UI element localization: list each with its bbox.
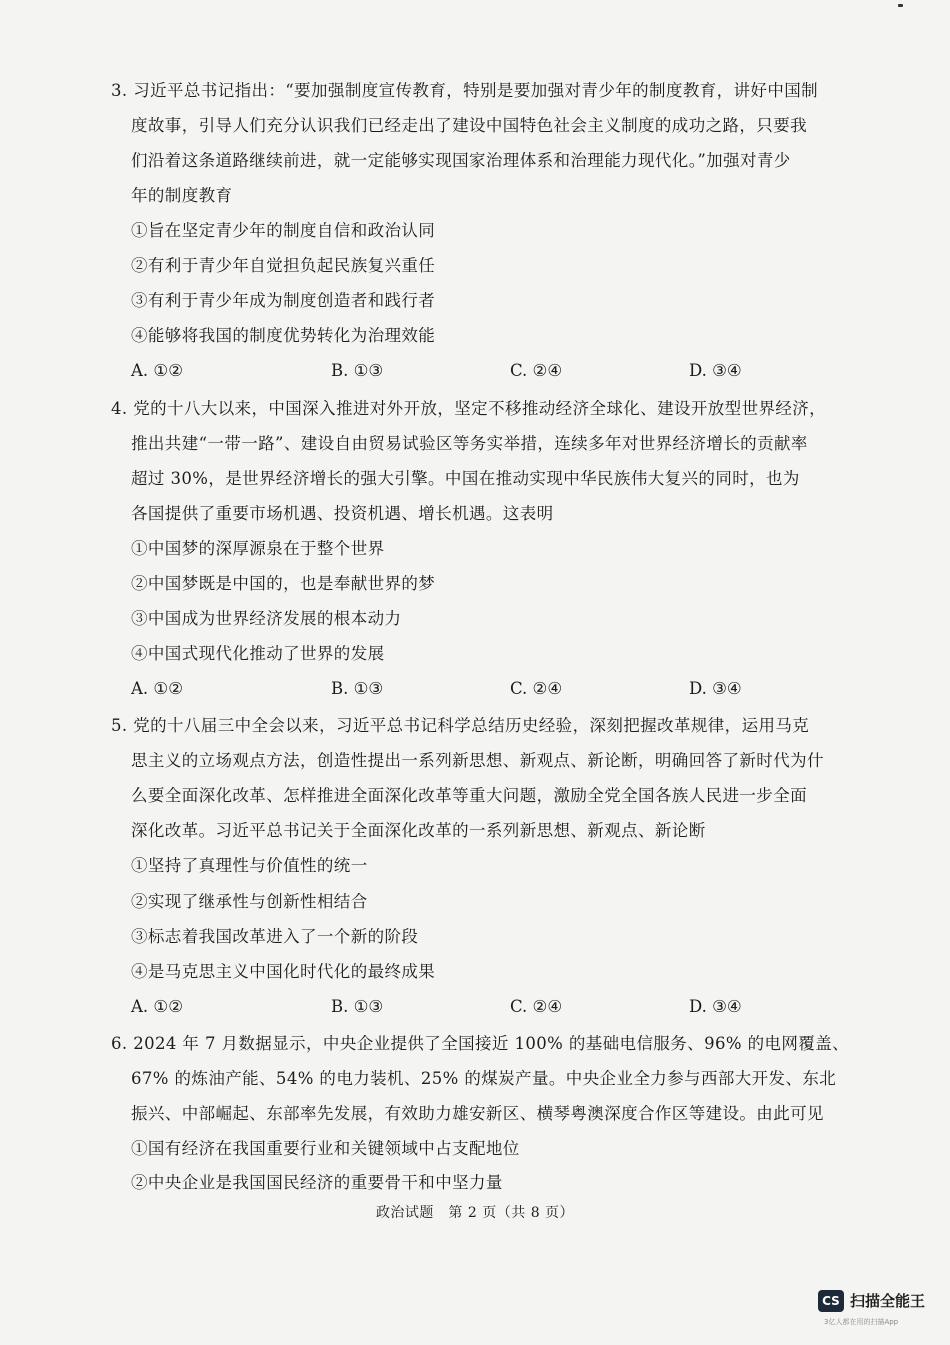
- scanner-name: 扫描全能王: [850, 1292, 926, 1310]
- question-3-option-d: D. ③④: [689, 361, 742, 380]
- question-5-stem-line-3: 么要全面深化改革、怎样推进全面深化改革等重大问题，激励全党全国各族人民进一步全面: [131, 786, 807, 805]
- question-3-stem-line-4: 年的制度教育: [131, 186, 233, 205]
- question-5-statement-1: ①坚持了真理性与价值性的统一: [131, 856, 368, 875]
- question-5-stem-line-1: 5. 党的十八届三中全会以来，习近平总书记科学总结历史经验，深刻把握改革规律，运用马克: [111, 716, 810, 735]
- question-3-statement-3: ③有利于青少年成为制度创造者和践行者: [131, 291, 436, 310]
- question-5-option-c: C. ②④: [510, 997, 563, 1016]
- question-5-option-d: D. ③④: [689, 997, 742, 1016]
- question-5-stem-line-4: 深化改革。习近平总书记关于全面深化改革的一系列新思想、新观点、新论断: [131, 821, 706, 840]
- question-3-options: [131, 360, 851, 382]
- question-4-stem-line-3: 超过 30%，是世界经济增长的强大引擎。中国在推动实现中华民族伟大复兴的同时，也为: [131, 469, 800, 488]
- question-6-statement-2: ②中央企业是我国国民经济的重要骨干和中坚力量: [131, 1173, 503, 1192]
- question-6-stem-line-3: 振兴、中部崛起、东部率先发展，有效助力雄安新区、横琴粤澳深度合作区等建设。由此可见: [131, 1104, 824, 1123]
- question-6-stem-line-1: 6. 2024 年 7 月数据显示，中央企业提供了全国接近 100% 的基础电信服务、96% 的电网覆盖、: [111, 1034, 849, 1053]
- scanner-tagline: 3亿人都在用的扫描App: [824, 1318, 899, 1326]
- question-3-statement-1: ①旨在坚定青少年的制度自信和政治认同: [131, 221, 436, 240]
- page-footer: 政治试题 第 2 页（共 8 页）: [375, 1205, 575, 1221]
- question-4-statement-1: ①中国梦的深厚源泉在于整个世界: [131, 539, 385, 558]
- question-6-statement-1: ①国有经济在我国重要行业和关键领域中占支配地位: [131, 1139, 520, 1158]
- question-5-option-a: A. ①②: [131, 997, 183, 1016]
- question-5-stem-line-2: 思主义的立场观点方法，创造性提出一系列新思想、新观点、新论断，明确回答了新时代为什: [131, 751, 824, 770]
- question-5-statement-2: ②实现了继承性与创新性相结合: [131, 892, 368, 911]
- question-6-stem-line-2: 67% 的炼油产能、54% 的电力装机、25% 的煤炭产量。中央企业全力参与西部大开发、东北: [131, 1069, 837, 1088]
- question-4-option-b: B. ①③: [331, 679, 384, 698]
- question-3-option-a: A. ①②: [131, 361, 183, 380]
- question-4-options: [131, 678, 851, 700]
- question-5-statement-4: ④是马克思主义中国化时代化的最终成果: [131, 962, 436, 981]
- question-4-statement-2: ②中国梦既是中国的，也是奉献世界的梦: [131, 574, 436, 593]
- question-3-stem-line-2: 度故事，引导人们充分认识我们已经走出了建设中国特色社会主义制度的成功之路，只要我: [131, 116, 807, 135]
- scanner-watermark: [818, 1288, 943, 1328]
- question-4-option-a: A. ①②: [131, 679, 183, 698]
- question-4-stem-line-1: 4. 党的十八大以来，中国深入推进对外开放，坚定不移推动经济全球化、建设开放型世界经济，: [111, 399, 827, 418]
- camscanner-logo-icon: CS: [818, 1290, 844, 1312]
- question-5-option-b: B. ①③: [331, 997, 384, 1016]
- question-4-option-c: C. ②④: [510, 679, 563, 698]
- question-4-statement-3: ③中国成为世界经济发展的根本动力: [131, 609, 402, 628]
- question-3-stem-line-1: 3. 习近平总书记指出：“要加强制度宣传教育，特别是要加强对青少年的制度教育，讲好中国制: [111, 81, 819, 100]
- question-4-statement-4: ④中国式现代化推动了世界的发展: [131, 644, 385, 663]
- question-5-statement-3: ③标志着我国改革进入了一个新的阶段: [131, 927, 419, 946]
- question-3-option-c: C. ②④: [510, 361, 563, 380]
- question-3-statement-4: ④能够将我国的制度优势转化为治理效能: [131, 326, 436, 345]
- question-3-stem-line-3: 们沿着这条道路继续前进，就一定能够实现国家治理体系和治理能力现代化。”加强对青少: [131, 151, 791, 170]
- scan-speck: [898, 4, 903, 7]
- question-5-options: [131, 996, 851, 1018]
- question-3-statement-2: ②有利于青少年自觉担负起民族复兴重任: [131, 256, 436, 275]
- question-4-option-d: D. ③④: [689, 679, 742, 698]
- question-4-stem-line-4: 各国提供了重要市场机遇、投资机遇、增长机遇。这表明: [131, 504, 554, 523]
- question-3-option-b: B. ①③: [331, 361, 384, 380]
- question-4-stem-line-2: 推出共建“一带一路”、建设自由贸易试验区等务实举措，连续多年对世界经济增长的贡献率: [131, 434, 808, 453]
